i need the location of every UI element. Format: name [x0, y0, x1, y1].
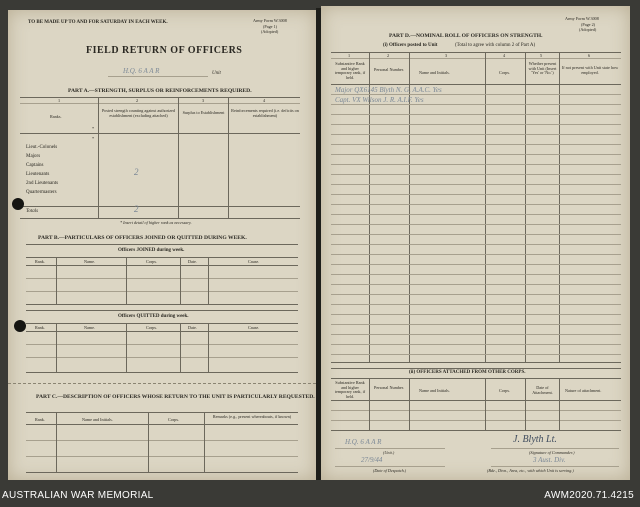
att-divider-4	[525, 378, 526, 430]
d-row-rule	[331, 344, 621, 345]
d-col-rank: Substantive Rank and higher temporary rank, if held.	[334, 61, 366, 80]
d-row-rule	[331, 144, 621, 145]
attached-top-rule	[331, 368, 621, 369]
punch-hole	[12, 198, 24, 210]
rank-captains: Captains	[26, 163, 44, 168]
att-divider-2	[409, 378, 410, 430]
joined-row-rule-2	[26, 291, 298, 292]
form-page-1: TO BE MADE UP TO AND FOR SATURDAY IN EACH WEEK. Army Form W.3008 (Page 1) (Adopted) FIELD RETURN OF OFFICERS H.Q. 6 A A R Unit PART A.—STRENGTH, SURPLUS OR REINFORCEMENTS REQUIRED. 1 2 3 4 Ranks. Posted strength counting against authorized establishment (excluding attached) Surplus to Establishment Reinforcements required (i.e. deficits on establishment) * * Lieut.-Colonels Majors Captains Lieutenants 2nd Lieutenants Quartermasters Totals 2 2 * Insert detail of higher rank as necessary. PART B.—PARTICULARS OF OFFICERS JOINED OR QUITTED DURING WEEK. Officers JOINED during week. Rank. Name. Corps. Date. Cause. Officers QUITTED during week. Rank. Name. Corps. Date. Cause. PART C.—DESCRIPTION OF OFFICERS WHOSE RETURN TO THE UNIT IS PARTICULARLY REQUESTED. Rank. Name and Initials. Corps. Remarks (e.g., present whereabouts, if known)	[8, 10, 316, 480]
d-row-rule	[331, 244, 621, 245]
part-c-divider-2	[148, 412, 149, 472]
quitted-divider-1	[56, 323, 57, 372]
d-col-num-3: 3	[445, 53, 448, 58]
rank-majors: Majors	[26, 154, 41, 159]
date-handwritten: 27/9/44	[361, 456, 383, 464]
punch-hole	[14, 320, 26, 332]
quitted-col-rule	[26, 331, 298, 332]
att-divider-5	[559, 378, 560, 430]
d-col-num-1: 1	[348, 53, 351, 58]
part-a-top-rule	[20, 97, 300, 98]
unit-label: Unit	[212, 71, 221, 76]
rank-lieutenants: Lieutenants	[26, 172, 50, 177]
d-row-rule	[331, 264, 621, 265]
rank-2nd-lieutenants: 2nd Lieutenants	[26, 181, 59, 186]
part-a-heading: PART A.—STRENGTH, SURPLUS OR REINFORCEMENTS REQUIRED.	[68, 88, 252, 94]
quitted-col-name: Name.	[84, 325, 96, 330]
joined-col-date: Date.	[188, 259, 197, 264]
rank-lieut-colonels: Lieut.-Colonels	[26, 145, 58, 150]
quitted-row-rule-1	[26, 344, 298, 345]
d-row-rule	[331, 324, 621, 325]
part-a-total-rule	[20, 206, 300, 207]
part-c-row-rule-1	[26, 440, 298, 441]
joined-col-name: Name.	[84, 259, 96, 264]
quitted-divider-4	[208, 323, 209, 372]
part-d-bottom-rule	[331, 362, 621, 363]
d-col-num-4: 4	[503, 53, 506, 58]
d-row-rule	[331, 124, 621, 125]
quitted-col-rank: Rank.	[35, 325, 45, 330]
part-c-bottom-rule	[26, 472, 298, 473]
d-row-rule	[331, 354, 621, 355]
part-a-col-divider-3	[228, 97, 229, 218]
d-row-rule	[331, 154, 621, 155]
page-label: (Page 2)	[581, 22, 596, 27]
date-caption: (Date of Despatch.)	[373, 468, 407, 473]
signature-line	[491, 448, 619, 449]
part-a-bottom-rule	[20, 218, 300, 219]
d-row-rule	[331, 234, 621, 235]
adopted-label: (Adopted)	[579, 27, 597, 32]
unit-sign-line	[335, 448, 445, 449]
part-d-divider-4	[525, 52, 526, 362]
part-d-divider-5	[559, 52, 560, 362]
joined-divider-2	[126, 257, 127, 304]
attached-bottom-rule	[331, 430, 621, 431]
att-col-date: Date of Attachment.	[532, 385, 553, 395]
d-row-rule	[331, 194, 621, 195]
attached-heading: (ii) OFFICERS ATTACHED FROM OTHER CORPS.	[409, 370, 526, 375]
totals-handwritten: 2	[134, 204, 139, 214]
part-d-top-rule	[331, 52, 621, 53]
d-col-present: Whether present with Unit (Insert 'Yes' or 'No.')	[528, 61, 557, 76]
quitted-row-rule-2	[26, 357, 298, 358]
top-note: TO BE MADE UP TO AND FOR SATURDAY IN EACH WEEK.	[28, 20, 168, 25]
part-a-header-rule	[20, 133, 300, 134]
quitted-col-corps: Corps.	[146, 325, 158, 330]
bde-handwritten: 3 Aust. Div.	[533, 456, 566, 464]
joined-row-rule-1	[26, 278, 298, 279]
att-divider-1	[369, 378, 370, 430]
part-c-divider-1	[56, 412, 57, 472]
part-c-top-rule	[26, 412, 298, 413]
d-col-num-6: 6	[588, 53, 591, 58]
footer-accession: AWM2020.71.4215	[544, 490, 634, 501]
part-c-divider-3	[204, 412, 205, 472]
d-row-rule	[331, 164, 621, 165]
d-row-rule	[331, 94, 621, 95]
unit-line	[108, 76, 208, 77]
quitted-col-date: Date.	[188, 325, 197, 330]
part-c-col-rank: Rank.	[35, 417, 45, 422]
quitted-divider-3	[180, 323, 181, 372]
attached-row-rule	[331, 420, 621, 421]
army-form-label: Army Form W.3008	[253, 18, 287, 23]
date-line	[335, 466, 445, 467]
part-a-col-divider-1	[98, 97, 99, 218]
part-a-col-num-4: 4	[263, 98, 266, 103]
joined-col-cause: Cause.	[248, 259, 260, 264]
joined-divider-1	[56, 257, 57, 304]
d-row-rule	[331, 104, 621, 105]
quitted-col-cause: Cause.	[248, 325, 260, 330]
d-row-rule	[331, 294, 621, 295]
part-c-col-name: Name and Initials.	[82, 417, 113, 422]
attached-header-rule	[331, 400, 621, 401]
d-row-rule	[331, 314, 621, 315]
joined-divider-4	[208, 257, 209, 304]
unit-handwritten: H.Q. 6 A A R	[345, 438, 382, 446]
part-c-heading: PART C.—DESCRIPTION OF OFFICERS WHOSE RETURN TO THE UNIT IS PARTICULARLY REQUESTED.	[36, 394, 315, 400]
part-a-header-reinforcements: Reinforcements required (i.e. deficits on establishment)	[231, 108, 299, 118]
part-d-heading: PART D.—NOMINAL ROLL OF OFFICERS ON STRENGTH.	[389, 33, 543, 39]
joined-header-rule	[26, 257, 298, 258]
signature-caption: (Signature of Commander.)	[529, 450, 575, 455]
part-d-num-rule	[331, 58, 621, 59]
army-form-label: Army Form W.3008	[565, 16, 599, 21]
attached-header-top	[331, 378, 621, 379]
att-divider-3	[485, 378, 486, 430]
att-col-nature: Nature of attachment.	[565, 388, 602, 393]
part-c-col-corps: Corps.	[168, 417, 180, 422]
d-row-rule	[331, 134, 621, 135]
bde-caption: (Bde., Divn., Area, etc., with which Unit is serving.)	[487, 468, 574, 473]
adopted-label: (Adopted)	[261, 29, 279, 34]
d-row-rule	[331, 304, 621, 305]
d-row-rule	[331, 334, 621, 335]
quitted-top-rule	[26, 310, 298, 311]
part-c-col-remarks: Remarks (e.g., present whereabouts, if known)	[212, 414, 292, 419]
joined-divider-3	[180, 257, 181, 304]
joined-heading: Officers JOINED during week.	[118, 248, 185, 253]
d-col-num-5: 5	[540, 53, 543, 58]
part-a-col-divider-2	[178, 97, 179, 218]
joined-col-rank: Rank.	[35, 259, 45, 264]
unit-handwritten: H.Q. 6 A A R	[123, 67, 160, 75]
handwritten-row-2: Capt. VX Wilson J. R. A.I.F. Yes	[335, 96, 424, 104]
att-col-number: Personal Number.	[373, 385, 404, 390]
d-row-rule	[331, 214, 621, 215]
att-col-corps: Corps.	[499, 388, 511, 393]
att-col-rank: Substantive Rank and higher temporary rank, if held.	[334, 380, 366, 399]
d-row-rule	[331, 114, 621, 115]
part-a-col-num-3: 3	[202, 98, 205, 103]
part-a-col-num-2: 2	[136, 98, 139, 103]
part-a-num-rule	[20, 103, 300, 104]
joined-top-rule	[26, 244, 298, 245]
d-row-rule	[331, 284, 621, 285]
handwritten-row-1: Major QX6145 Blyth N. G. A.A.C. Yes	[335, 86, 442, 94]
quitted-header-rule	[26, 323, 298, 324]
attached-row-rule	[331, 410, 621, 411]
bde-line	[491, 466, 619, 467]
footer-credit: AUSTRALIAN WAR MEMORIAL	[2, 490, 154, 501]
part-a-header-surplus: Surplus to Establishment	[182, 110, 225, 115]
joined-bottom-rule	[26, 304, 298, 305]
part-d-divider-3	[485, 52, 486, 362]
d-row-rule	[331, 254, 621, 255]
fold-crease	[8, 383, 316, 384]
joined-col-rule	[26, 265, 298, 266]
joined-col-corps: Corps.	[146, 259, 158, 264]
d-col-name: Name and Initials.	[419, 70, 450, 75]
form-page-2	[321, 6, 630, 480]
d-col-employed: If not present with Unit state how employed.	[561, 65, 619, 75]
posted-heading: (i) Officers posted to Unit	[383, 43, 438, 48]
d-row-rule	[331, 204, 621, 205]
d-col-num-2: 2	[387, 53, 390, 58]
page-title: FIELD RETURN OF OFFICERS	[86, 45, 243, 56]
captains-handwritten: 2	[134, 167, 139, 177]
d-row-rule	[331, 174, 621, 175]
part-c-row-rule-2	[26, 456, 298, 457]
posted-note: (Total to agree with column 2 of Part A)	[455, 43, 536, 48]
rank-totals: Totals	[26, 209, 39, 214]
part-b-heading: PART B.—PARTICULARS OF OFFICERS JOINED OR QUITTED DURING WEEK.	[38, 235, 247, 241]
d-col-number: Personal Number.	[373, 67, 404, 72]
d-col-corps: Corps.	[499, 70, 511, 75]
part-d-header-rule	[331, 84, 621, 85]
quitted-bottom-rule	[26, 372, 298, 373]
att-col-name: Name and Initials.	[419, 388, 450, 393]
page-label: (Page 1)	[263, 24, 278, 29]
d-row-rule	[331, 224, 621, 225]
quitted-heading: Officers QUITTED during week.	[118, 314, 189, 319]
unit-caption: (Unit.)	[383, 450, 395, 455]
d-row-rule	[331, 274, 621, 275]
part-a-note: * Insert detail of higher rank as necessary.	[120, 220, 192, 225]
part-c-header-rule	[26, 424, 298, 425]
part-a-col-num-1: 1	[58, 98, 61, 103]
part-a-header-posted: Posted strength counting against authorized establishment (excluding attached)	[101, 108, 176, 118]
d-row-rule	[331, 184, 621, 185]
part-a-header-ranks: Ranks.	[50, 114, 62, 119]
quitted-divider-2	[126, 323, 127, 372]
rank-quartermasters: Quartermasters	[26, 190, 57, 195]
commander-signature: J. Blyth Lt.	[513, 434, 557, 445]
